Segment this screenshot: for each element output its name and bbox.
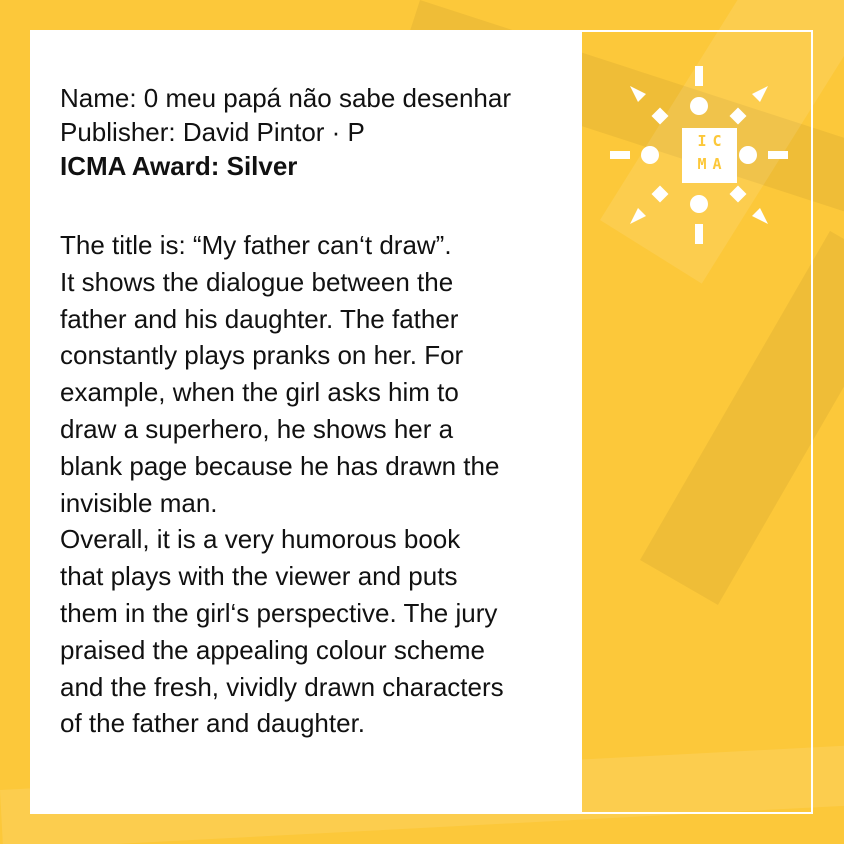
description-line: that plays with the viewer and puts [60,561,458,592]
award-level: ICMA Award: Silver [60,151,298,181]
description-line: of the father and daughter. [60,708,366,739]
description-line: them in the girl‘s perspective. The jury [60,597,498,628]
description-line: draw a superhero, he shows her a [60,413,454,444]
book-name: Name: 0 meu papá não sabe desenhar [60,83,511,113]
description-line: invisible man. [60,487,218,518]
description-line: The title is: “My father can‘t draw”. [60,230,452,260]
icma-logo-text [682,130,737,176]
description-line: father and his daughter. The father [60,303,459,334]
description-line: blank page because he has drawn the [60,450,500,481]
info-card [30,30,582,814]
description-line: Overall, it is a very humorous book [60,524,461,555]
description-line: and the fresh, vividly drawn characters [60,671,504,702]
icma-sun-logo-icon [610,66,788,244]
description-line: praised the appealing colour scheme [60,634,485,665]
description-line: constantly plays pranks on her. For [60,340,464,371]
description-line: It shows the dialogue between the [60,266,454,297]
book-info [60,81,560,183]
logo-text-row: IC [697,132,728,150]
description-line: example, when the girl asks him to [60,377,459,408]
book-publisher: Publisher: David Pintor · P [60,117,365,147]
logo-text-row: MA [697,155,728,173]
book-description [60,227,565,742]
